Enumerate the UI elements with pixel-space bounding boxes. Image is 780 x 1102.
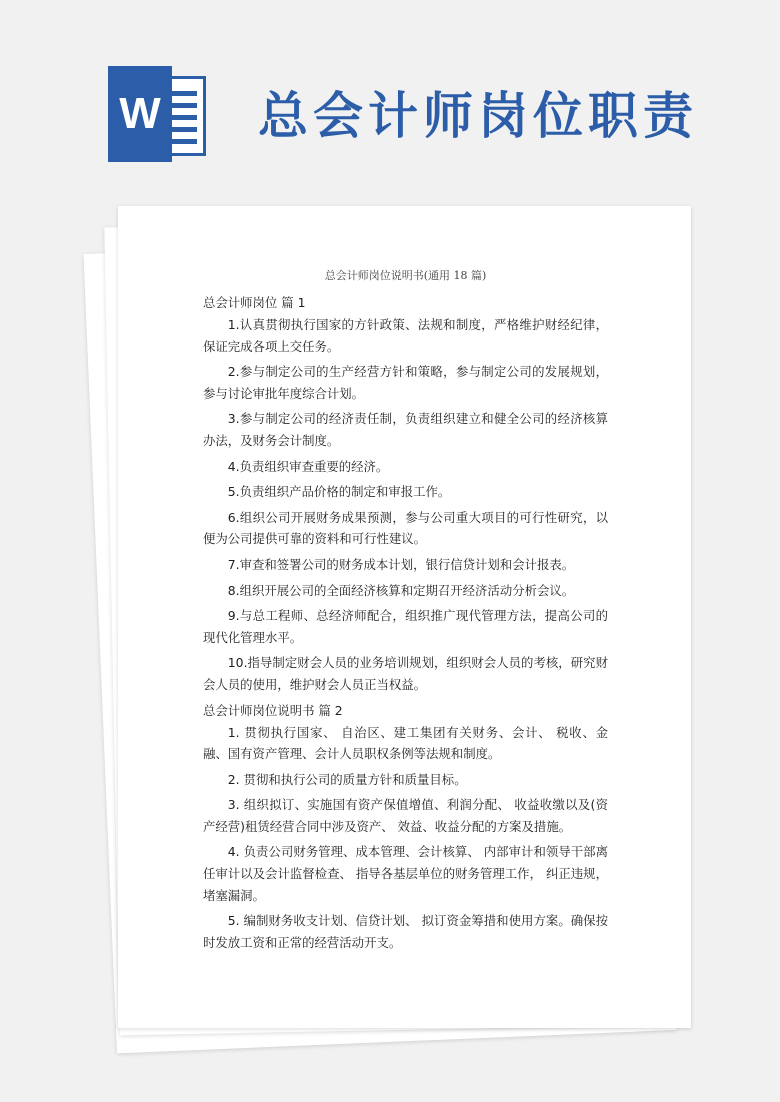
word-logo-icon	[108, 66, 208, 162]
page-title: 总会计师岗位职责	[258, 86, 698, 145]
list-item: 9.与总工程师、总经济师配合，组织推广现代管理方法，提高公司的现代化管理水平。	[203, 608, 608, 645]
section-title: 总会计师岗位 篇 1	[203, 295, 306, 310]
document-header: 总会计师岗位说明书(通用 18 篇)	[324, 269, 487, 282]
list-item: 1.认真贯彻执行国家的方针政策、法规和制度，严格维护财经纪律，保证完成各项上交任务。	[203, 317, 608, 354]
section-title: 总会计师岗位说明书 篇 2	[203, 702, 343, 718]
list-item: 4. 负责公司财务管理、成本管理、会计核算、 内部审计和领导干部离任审计以及会计监督检查、 指导各基层单位的财务管理工作， 纠正违规， 堵塞漏洞。	[203, 844, 608, 903]
list-item: 6.组织公司开展财务成果预测，参与公司重大项目的可行性研究，以便为公司提供可靠的资料和可行性建议。	[203, 509, 608, 547]
list-item: 1. 贯彻执行国家、 自治区、建工集团有关财务、会计、 税收、金融、国有资产管理、会计人员职权条例等法规和制度。	[203, 724, 608, 762]
list-item: 3.参与制定公司的经济责任制，负责组织建立和健全公司的经济核算办法，及财务会计制度。	[203, 411, 608, 448]
list-item: 10.指导制定财会人员的业务培训规划，组织财会人员的考核，研究财会人员的使用，维护财会人员正当权益。	[203, 655, 608, 692]
list-item: 4.负责组织审查重要的经济。	[227, 458, 389, 474]
list-item: 5.负责组织产品价格的制定和审报工作。	[227, 484, 451, 500]
list-item: 5. 编制财务收支计划、信贷计划、 拟订资金筹措和使用方案。确保按时发放工资和正常的经营活动开支。	[203, 913, 608, 950]
word-logo-letter: W	[108, 66, 172, 162]
list-item: 8.组织开展公司的全面经济核算和定期召开经济活动分析会议。	[227, 582, 575, 598]
list-item: 3. 组织拟订、实施国有资产保值增值、利润分配、 收益收缴以及(资产经营)租赁经营合同中涉及资产、 效益、收益分配的方案及措施。	[203, 797, 608, 834]
document-content	[203, 268, 608, 957]
list-item: 2. 贯彻和执行公司的质量方针和质量目标。	[227, 771, 467, 787]
list-item: 7.审查和签署公司的财务成本计划，银行信贷计划和会计报表。	[227, 556, 575, 572]
list-item: 2.参与制定公司的生产经营方针和策略，参与制定公司的发展规划，参与讨论审批年度综合计划。	[203, 364, 608, 401]
